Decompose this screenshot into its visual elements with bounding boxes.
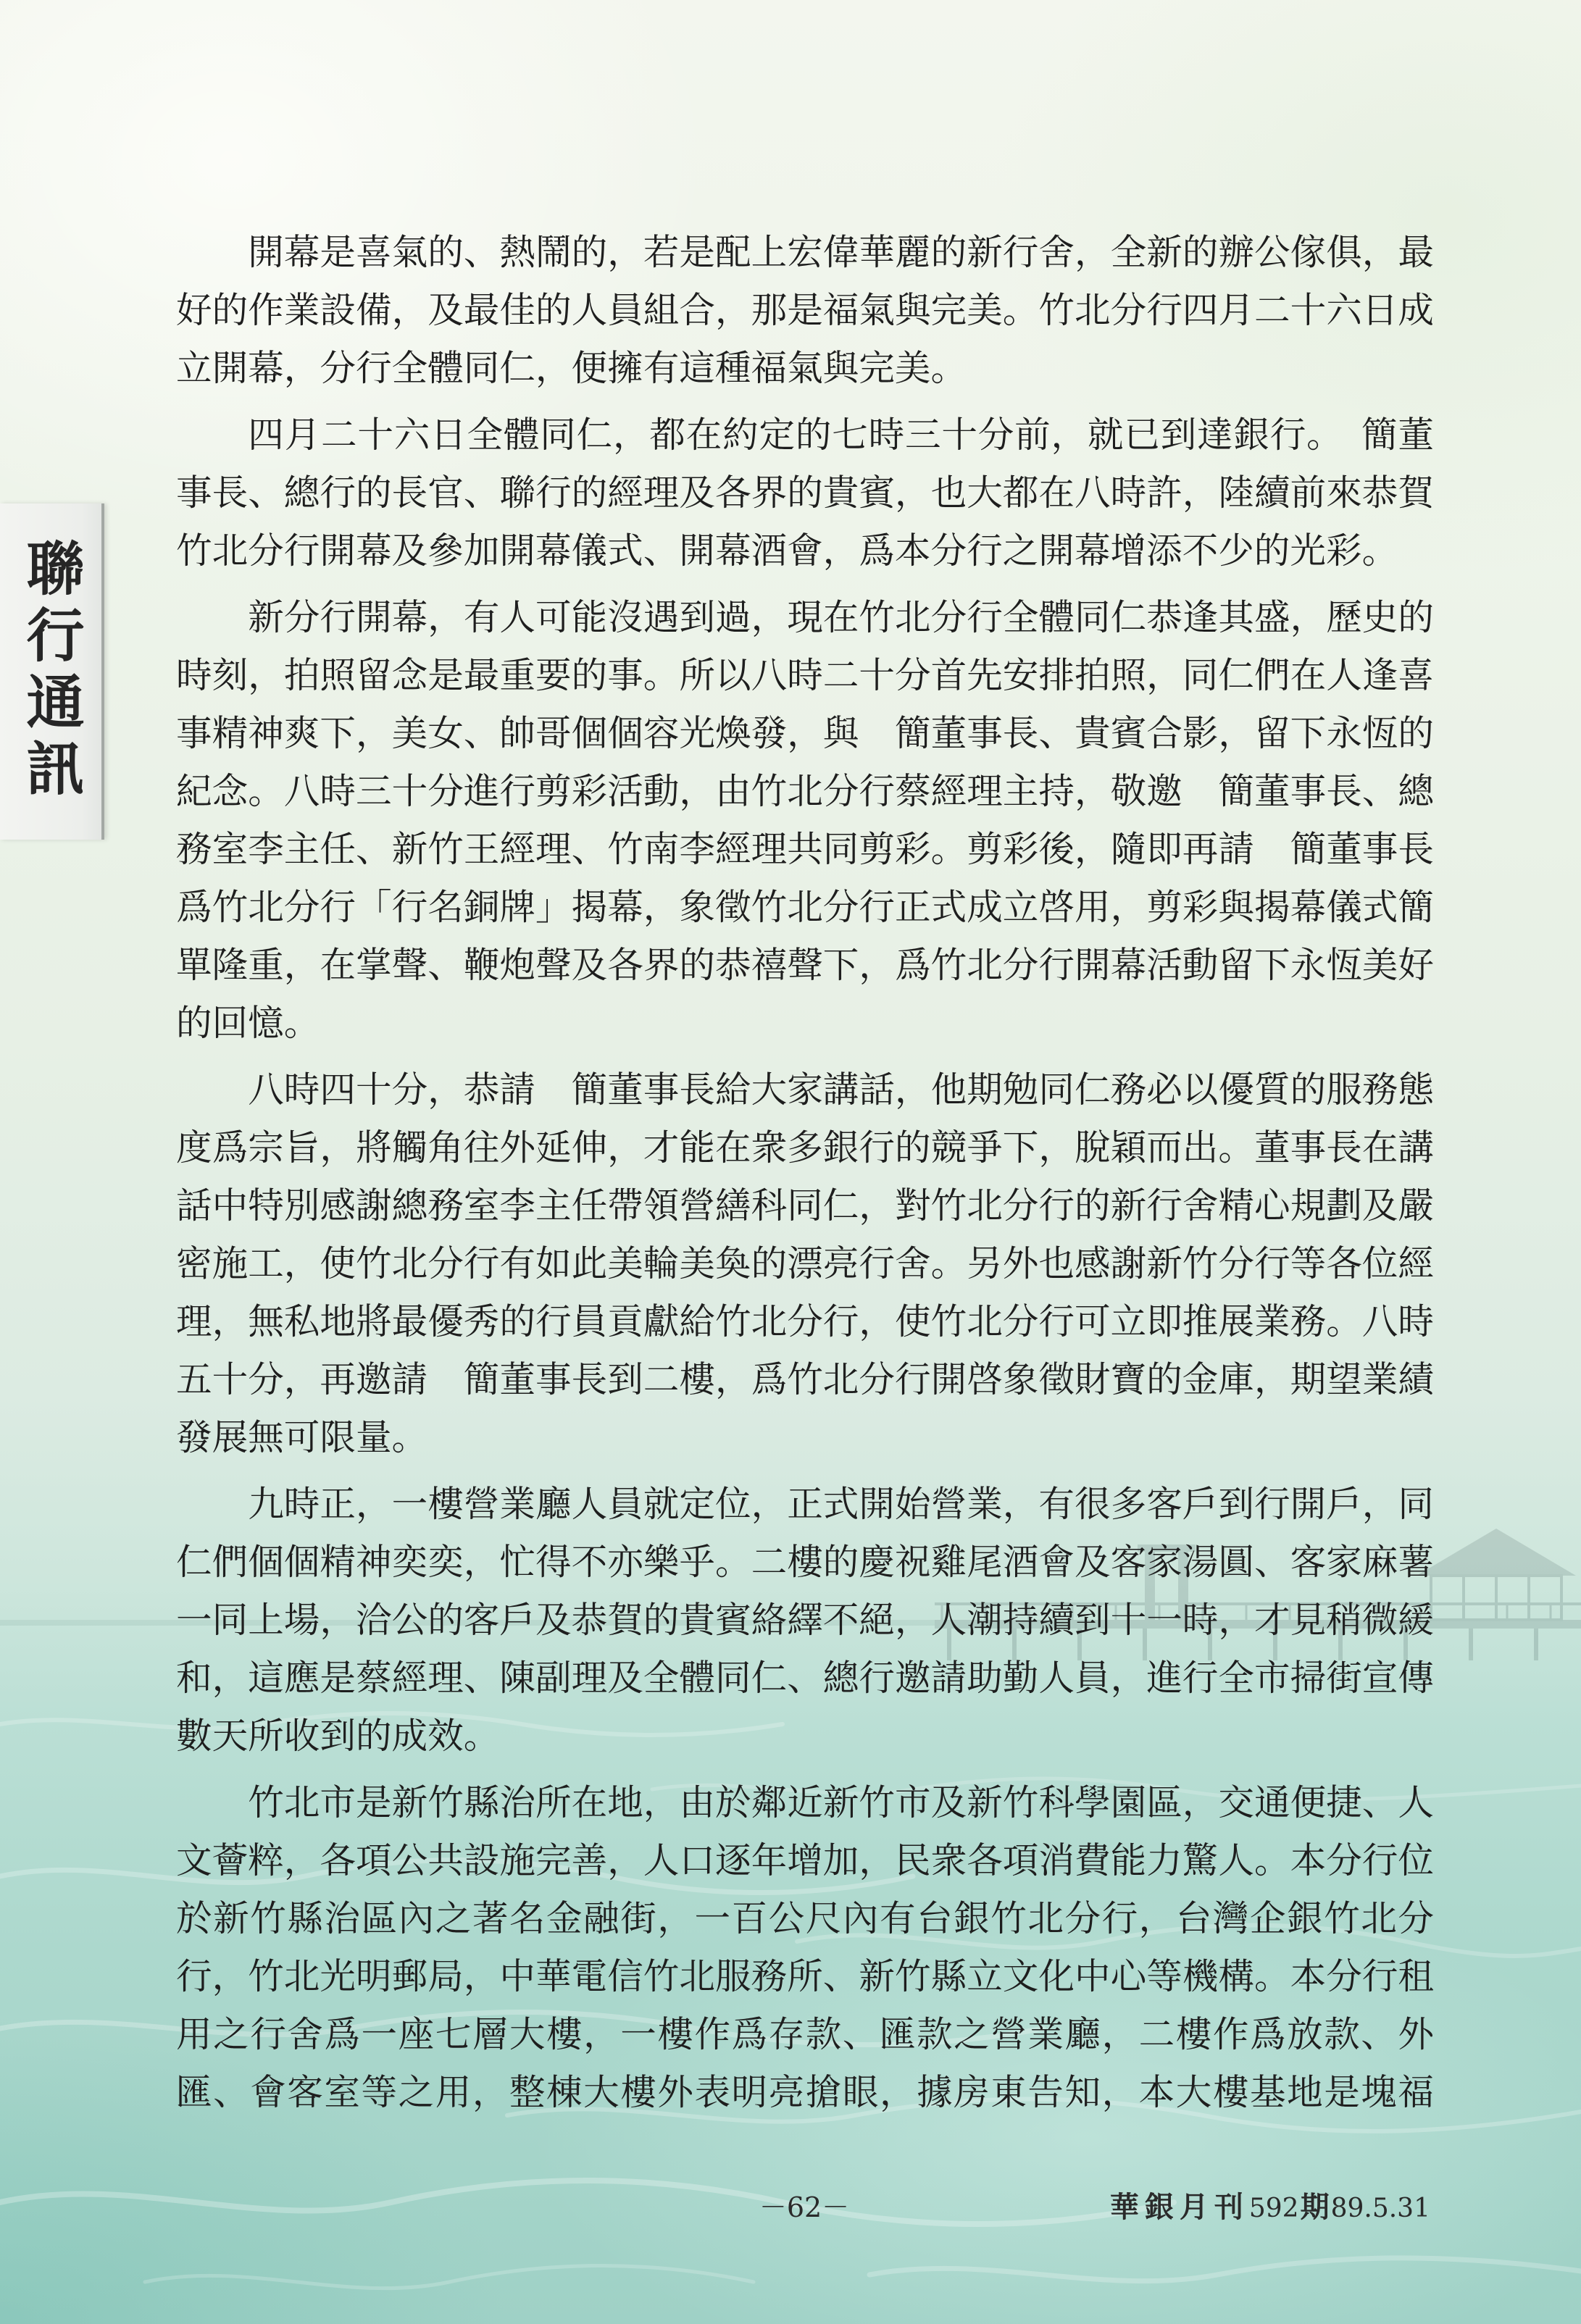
text-line: 密施工，使竹北分行有如此美輪美奐的漂亮行舍。另外也感謝新竹分行等各位經 <box>176 1242 1434 1284</box>
text-line: 事長、總行的長官、聯行的經理及各界的貴賓，也大都在八時許，陸續前來恭賀 <box>176 472 1434 514</box>
paragraph <box>176 1475 1434 1765</box>
section-label: 聯行通訊 <box>17 538 85 805</box>
pavilion-columns <box>1464 1576 1529 1620</box>
ripple-line <box>145 2266 754 2289</box>
publication-name: 華銀月刊 <box>1109 2190 1249 2224</box>
text-line: 話中特別感謝總務室李主任帶領營繕科同仁，對竹北分行的新行舍精心規劃及嚴 <box>176 1184 1434 1226</box>
paragraph <box>176 1773 1434 2121</box>
text-line: 發展無可限量。 <box>176 1416 428 1458</box>
paragraph <box>176 223 1434 397</box>
text-line: 單隆重，在掌聲、鞭炮聲及各界的恭禧聲下，爲竹北分行開幕活動留下永恆美好 <box>176 944 1434 986</box>
text-line: 理，無私地將最優秀的行員貢獻給竹北分行，使竹北分行可立即推展業務。八時 <box>176 1300 1434 1342</box>
pavilion-roof <box>1417 1529 1576 1576</box>
text-line: 紀念。八時三十分進行剪彩活動，由竹北分行蔡經理主持，敬邀 簡董事長、總 <box>176 770 1434 812</box>
section-side-tab <box>0 503 104 840</box>
text-line: 好的作業設備，及最佳的人員組合，那是福氣與完美。竹北分行四月二十六日成 <box>176 289 1434 331</box>
text-line: 立開幕，分行全體同仁，便擁有這種福氣與完美。 <box>176 347 967 389</box>
publication-info <box>1110 2188 1430 2227</box>
text-line: 事精神爽下，美女、帥哥個個容光煥發，與 簡董事長、貴賓合影，留下永恆的 <box>176 712 1434 754</box>
text-line: 於新竹縣治區內之著名金融街，一百公尺內有台銀竹北分行，台灣企銀竹北分 <box>176 1897 1434 1939</box>
text-line: 竹北分行開幕及參加開幕儀式、開幕酒會，爲本分行之開幕增添不少的光彩。 <box>176 530 1398 572</box>
text-line: 匯、會客室等之用，整棟大樓外表明亮搶眼，據房東告知，本大樓基地是塊福 <box>176 2071 1434 2113</box>
ripple-line <box>0 2181 1174 2224</box>
text-line: 八時四十分，恭請 簡董事長給大家講話，他期勉同仁務必以優質的服務態 <box>248 1069 1434 1111</box>
text-line: 和，這應是蔡經理、陳副理及全體同仁、總行邀請助勤人員，進行全市掃街宣傳 <box>176 1657 1434 1699</box>
text-line: 行，竹北光明郵局，中華電信竹北服務所、新竹縣立文化中心等機構。本分行租 <box>176 1955 1434 1997</box>
text-line: 數天所收到的成效。 <box>176 1715 500 1757</box>
text-line: 一同上場，洽公的客戶及恭賀的貴賓絡繹不絕，人潮持續到十一時，才見稍微緩 <box>176 1599 1434 1641</box>
text-line: 務室李主任、新竹王經理、竹南李經理共同剪彩。剪彩後，隨即再請 簡董事長 <box>176 828 1434 870</box>
text-line: 五十分，再邀請 簡董事長到二樓，爲竹北分行開啓象徵財寶的金庫，期望業績 <box>176 1358 1434 1400</box>
paragraph <box>176 1061 1434 1466</box>
text-line: 開幕是喜氣的、熱鬧的，若是配上宏偉華麗的新行舍，全新的辦公傢俱，最 <box>248 231 1434 273</box>
text-line: 用之行舍爲一座七層大樓，一樓作爲存款、匯款之營業廳，二樓作爲放款、外 <box>176 2013 1434 2055</box>
text-line: 新分行開幕，有人可能沒遇到過，現在竹北分行全體同仁恭逢其盛，歷史的 <box>248 596 1434 638</box>
issue-number: 592 <box>1248 2194 1299 2223</box>
text-line: 度爲宗旨，將觸角往外延伸，才能在衆多銀行的競爭下，脫穎而出。董事長在講 <box>176 1127 1434 1169</box>
article-body <box>176 223 1434 2130</box>
text-line: 文薈粹，各項公共設施完善，人口逐年增加，民衆各項消費能力驚人。本分行位 <box>176 1839 1434 1881</box>
publication-date: 89.5.31 <box>1330 2194 1430 2223</box>
text-line: 竹北市是新竹縣治所在地，由於鄰近新竹市及新竹科學園區，交通便捷、人 <box>248 1781 1434 1823</box>
text-line: 時刻，拍照留念是最重要的事。所以八時二十分首先安排拍照，同仁們在人逢喜 <box>176 654 1434 696</box>
text-line: 九時正，一樓營業廳人員就定位，正式開始營業，有很多客戶到行開戶，同 <box>248 1483 1434 1525</box>
text-line: 仁們個個精神奕奕，忙得不亦樂乎。二樓的慶祝雞尾酒會及客家湯圓、客家麻薯 <box>176 1541 1434 1583</box>
paragraph <box>176 406 1434 580</box>
ripple-line <box>869 2258 1581 2281</box>
page-number: －62－ <box>759 2191 850 2223</box>
text-line: 四月二十六日全體同仁，都在約定的七時三十分前，就已到達銀行。 簡董 <box>248 414 1434 456</box>
text-line: 的回憶。 <box>176 1002 320 1044</box>
issue-suffix: 期 <box>1300 2190 1330 2224</box>
text-line: 爲竹北分行「行名銅牌」揭幕，象徵竹北分行正式成立啓用，剪彩與揭幕儀式簡 <box>176 886 1434 928</box>
paragraph <box>176 588 1434 1052</box>
